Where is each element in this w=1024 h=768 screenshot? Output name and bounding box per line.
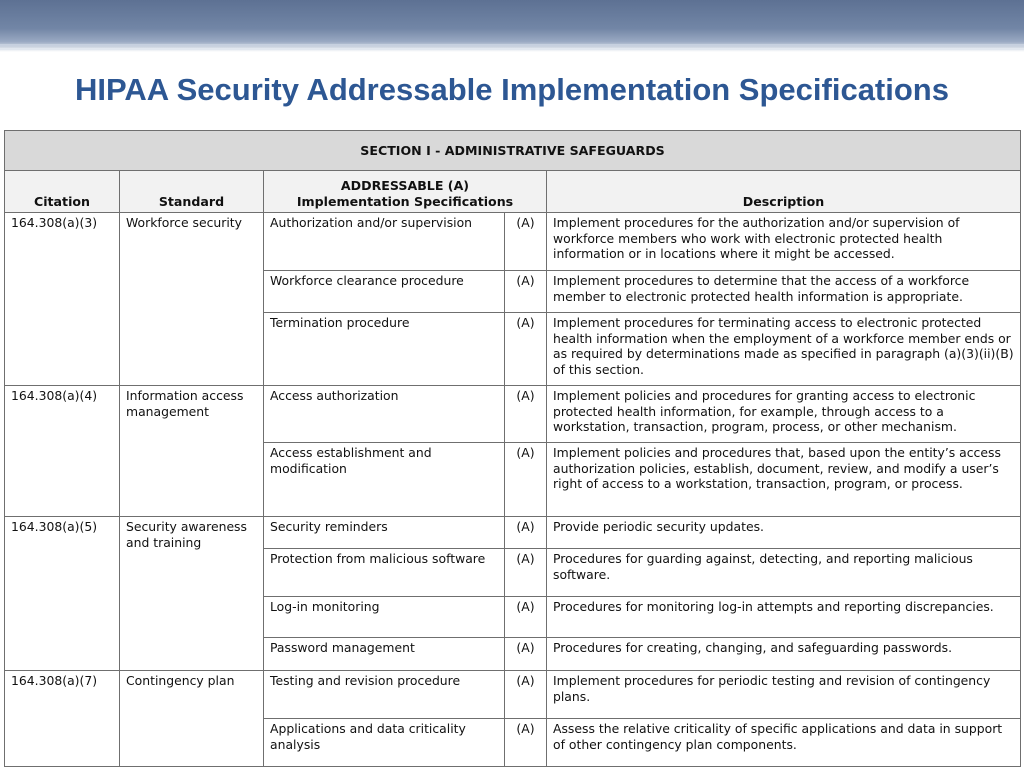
- safeguards-table: [4, 130, 1021, 767]
- description-cell: Implement procedures for the authorization and/or supervision of workforce members who work with electronic protected health information or in locations where it might be accessed.: [547, 213, 1021, 271]
- requirement-code-cell: (A): [505, 213, 547, 271]
- standard-cell: Information access management: [120, 386, 264, 517]
- header-band: [0, 0, 1024, 52]
- description-cell: Implement procedures for periodic testing and revision of contingency plans.: [547, 671, 1021, 719]
- citation-cell: 164.308(a)(3): [5, 213, 120, 386]
- description-cell: Implement procedures to determine that the access of a workforce member to electronic protected health information is appropriate.: [547, 271, 1021, 313]
- requirement-code-cell: (A): [505, 443, 547, 517]
- description-cell: Implement policies and procedures for granting access to electronic protected health information, for example, through access to a workstation, transaction, program, process, or other mechanism.: [547, 386, 1021, 443]
- table-row: [5, 386, 1021, 443]
- requirement-code-cell: (A): [505, 638, 547, 671]
- citation-cell: 164.308(a)(4): [5, 386, 120, 517]
- citation-cell: 164.308(a)(7): [5, 671, 120, 767]
- column-header-standard: Standard: [120, 171, 264, 213]
- spec-cell: Log-in monitoring: [264, 597, 505, 638]
- table-row: [5, 671, 1021, 719]
- slide-title: HIPAA Security Addressable Implementation Specifications: [75, 72, 949, 107]
- column-header-specifications: [264, 171, 547, 213]
- description-cell: Procedures for monitoring log-in attempts and reporting discrepancies.: [547, 597, 1021, 638]
- spec-cell: Authorization and/or supervision: [264, 213, 505, 271]
- description-cell: Assess the relative criticality of specific applications and data in support of other contingency plan components.: [547, 719, 1021, 767]
- requirement-code-cell: (A): [505, 386, 547, 443]
- requirement-code-cell: (A): [505, 671, 547, 719]
- spec-cell: Access authorization: [264, 386, 505, 443]
- description-cell: Implement policies and procedures that, based upon the entity’s access authorization policies, establish, document, review, and modify a user’s right of access to a workstation, transaction, program, or process.: [547, 443, 1021, 517]
- spec-cell: Termination procedure: [264, 313, 505, 386]
- standard-cell: Contingency plan: [120, 671, 264, 767]
- description-cell: Procedures for guarding against, detecting, and reporting malicious software.: [547, 549, 1021, 597]
- spec-cell: Access establishment and modification: [264, 443, 505, 517]
- spec-header-line1: ADDRESSABLE (A): [340, 178, 470, 193]
- citation-cell: 164.308(a)(5): [5, 517, 120, 671]
- description-cell: Implement procedures for terminating access to electronic protected health information when the employment of a workforce member ends or as required by determinations made as specified in paragraph (a)(3)(ii)(B) of this section.: [547, 313, 1021, 386]
- header-rule: [0, 48, 1024, 50]
- description-cell: Procedures for creating, changing, and safeguarding passwords.: [547, 638, 1021, 671]
- spec-cell: Security reminders: [264, 517, 505, 549]
- requirement-code-cell: (A): [505, 549, 547, 597]
- standard-cell: Workforce security: [120, 213, 264, 386]
- table-body: [5, 213, 1021, 767]
- column-header-citation: Citation: [5, 171, 120, 213]
- requirement-code-cell: (A): [505, 313, 547, 386]
- section-header: SECTION I - ADMINISTRATIVE SAFEGUARDS: [5, 131, 1021, 171]
- spec-cell: Applications and data criticality analysis: [264, 719, 505, 767]
- header-rule: [0, 44, 1024, 46]
- requirement-code-cell: (A): [505, 719, 547, 767]
- requirement-code-cell: (A): [505, 271, 547, 313]
- requirement-code-cell: (A): [505, 517, 547, 549]
- requirement-code-cell: (A): [505, 597, 547, 638]
- spec-cell: Protection from malicious software: [264, 549, 505, 597]
- spec-cell: Workforce clearance procedure: [264, 271, 505, 313]
- description-cell: Provide periodic security updates.: [547, 517, 1021, 549]
- column-header-description: Description: [547, 171, 1021, 213]
- table-row: [5, 517, 1021, 549]
- standard-cell: Security awareness and training: [120, 517, 264, 671]
- spec-cell: Testing and revision procedure: [264, 671, 505, 719]
- spec-header-line2: Implementation Specifications: [296, 193, 514, 209]
- spec-cell: Password management: [264, 638, 505, 671]
- table-row: [5, 213, 1021, 271]
